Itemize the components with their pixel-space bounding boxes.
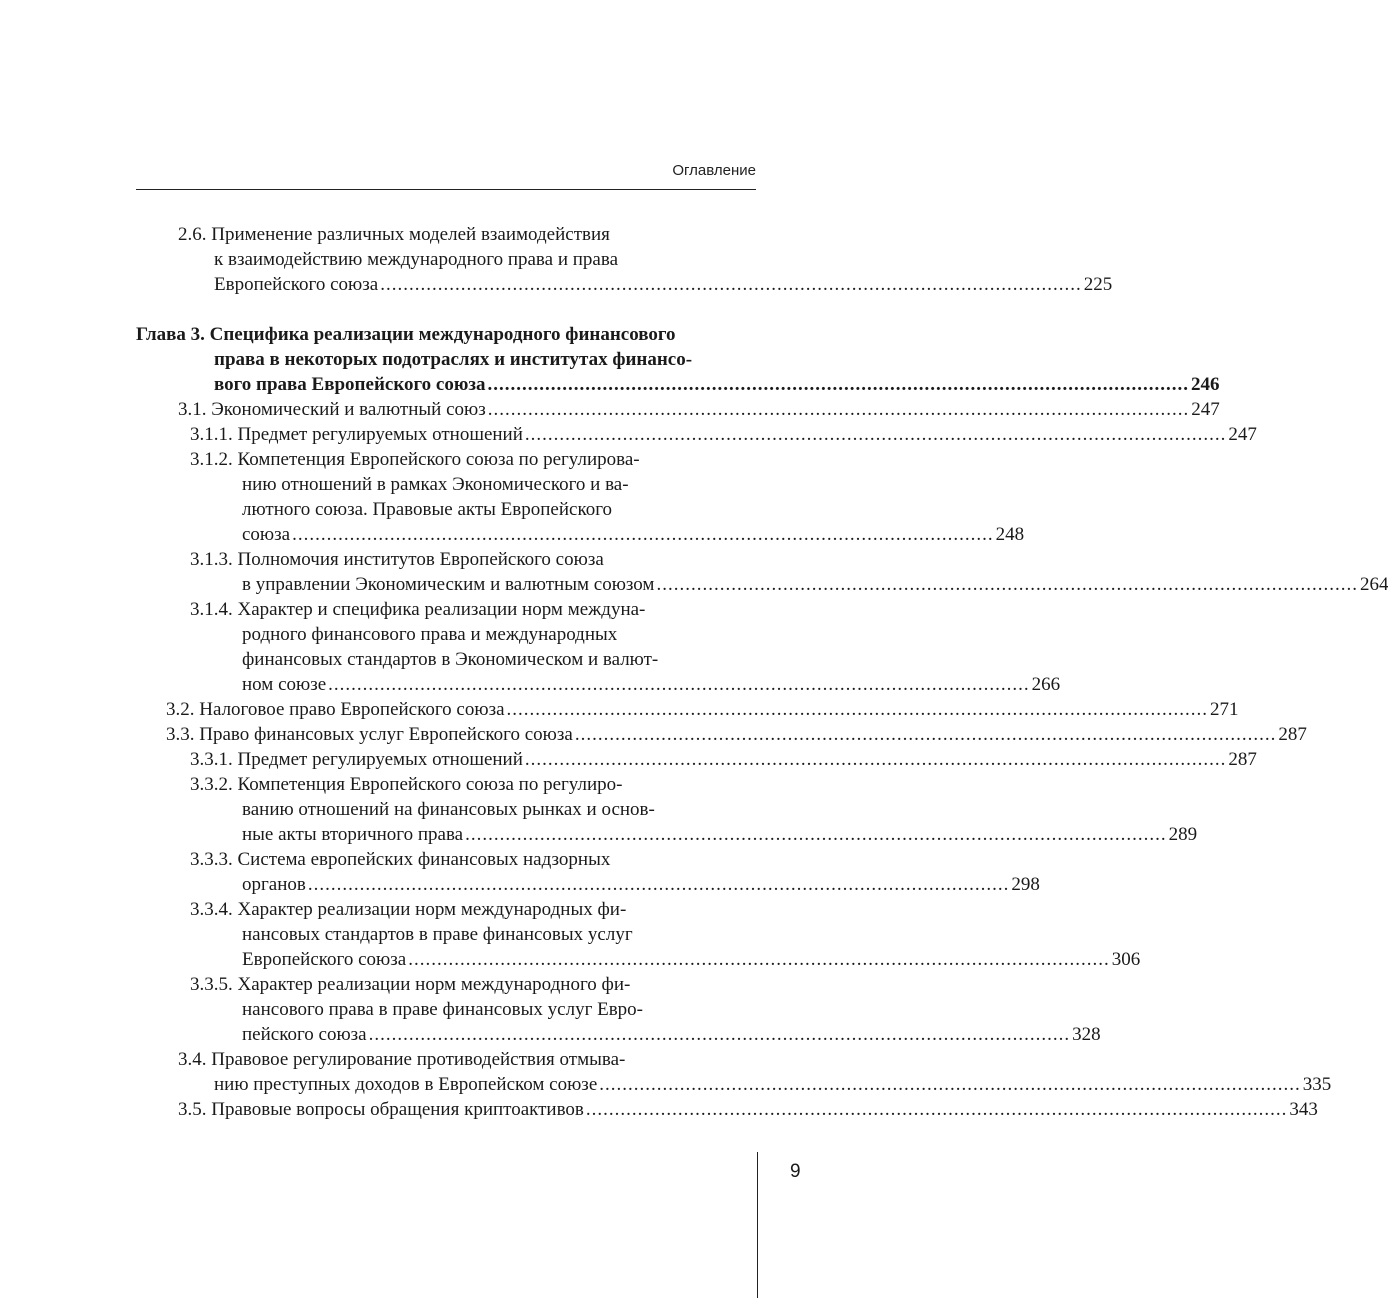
toc-entry-text: вого права Европейского союза	[214, 374, 486, 395]
toc-entry-text: ные акты вторичного права	[242, 824, 464, 845]
dot-leader: ..........................................................................................................................	[465, 824, 1167, 845]
toc-page-number: 335	[1302, 1074, 1332, 1095]
toc-entry-3-5[interactable]	[178, 1097, 1318, 1122]
dot-leader: ..........................................................................................................................	[307, 874, 1010, 895]
toc-entry-3-3-2-line-3[interactable]	[242, 822, 1198, 847]
dot-leader: ..........................................................................................................................	[380, 274, 1082, 295]
toc-chapter-3-line-3[interactable]	[214, 372, 1220, 397]
toc-entry-3-3-4-line-1: 3.3.4. Характер реализации норм международных фи-	[190, 899, 627, 920]
toc-entry-2-6-line-1: 2.6. Применение различных моделей взаимодействия	[178, 224, 610, 245]
toc-entry-text: нию преступных доходов в Европейском союзе	[214, 1074, 598, 1095]
toc-entry-3-3-5-line-1: 3.3.5. Характер реализации норм международного фи-	[190, 974, 631, 995]
toc-page-number: 287	[1278, 724, 1307, 745]
toc-entry-3-1-4-line-1: 3.1.4. Характер и специфика реализации норм междуна-	[190, 599, 646, 620]
toc-entry-text: ном союзе	[242, 674, 327, 695]
toc-page-number: 247	[1228, 424, 1257, 445]
toc-entry-text: 3.3. Право финансовых услуг Европейского союза	[166, 724, 573, 745]
toc-entry-2-6-line-2: к взаимодействию международного права и права	[214, 249, 619, 270]
toc-entry-text: в управлении Экономическим и валютным союзом	[242, 574, 655, 595]
toc-page-number: 246	[1191, 374, 1220, 395]
toc-entry-text: 3.3.1. Предмет регулируемых отношений	[190, 749, 523, 770]
toc-entry-text: 3.5. Правовые вопросы обращения криптоактивов	[178, 1099, 584, 1120]
toc-entry-text: 3.1.1. Предмет регулируемых отношений	[190, 424, 523, 445]
dot-leader: ..........................................................................................................................	[408, 949, 1110, 970]
toc-entry-3-3-2-line-1: 3.3.2. Компетенция Европейского союза по регулиро-	[190, 774, 623, 795]
toc-page-number: 225	[1083, 274, 1113, 295]
dot-leader: ..........................................................................................................................	[487, 374, 1190, 395]
toc-entry-3-1-2-line-4[interactable]	[242, 522, 1025, 547]
toc-entry-2-6-line-3[interactable]	[214, 272, 1113, 297]
toc-entry-3-3-5-line-2: нансового права в праве финансовых услуг Евро-	[242, 999, 644, 1020]
toc-page-number: 328	[1072, 1024, 1101, 1045]
toc-entry-3-1-4-line-2: родного финансового права и международных	[242, 624, 618, 645]
page-number: 9	[790, 1161, 801, 1182]
toc-entry-text: Европейского союза	[242, 949, 407, 970]
toc-entry-text: Европейского союза	[214, 274, 379, 295]
toc-entry-3-3-3-line-2[interactable]	[242, 872, 1040, 897]
dot-leader: ..........................................................................................................................	[506, 699, 1209, 720]
page-number-divider	[757, 1152, 758, 1298]
toc-entry-3-3-4-line-3[interactable]	[242, 947, 1141, 972]
toc-page-number: 289	[1168, 824, 1198, 845]
running-title: Оглавление	[672, 162, 756, 179]
toc-entry-3-1-2-line-3: лютного союза. Правовые акты Европейского	[242, 499, 613, 520]
toc-entry-3-3[interactable]	[166, 722, 1307, 747]
toc-page-number: 271	[1210, 699, 1239, 720]
toc-entry-text: союза	[242, 524, 291, 545]
toc-page-number: 248	[995, 524, 1025, 545]
toc-entry-text: 3.1. Экономический и валютный союз	[178, 399, 486, 420]
dot-leader: ..........................................................................................................................	[292, 524, 994, 545]
dot-leader: ..........................................................................................................................	[524, 424, 1227, 445]
toc-entry-3-2[interactable]	[166, 697, 1239, 722]
toc-entry-3-1-4-line-4[interactable]	[242, 672, 1061, 697]
dot-leader: ..........................................................................................................................	[599, 1074, 1301, 1095]
toc-entry-3-3-2-line-2: ванию отношений на финансовых рынках и основ-	[242, 799, 655, 820]
toc-entry-3-3-3-line-1: 3.3.3. Система европейских финансовых надзорных	[190, 849, 611, 870]
toc-entry-3-3-5-line-3[interactable]	[242, 1022, 1101, 1047]
toc-entry-text: органов	[242, 874, 306, 895]
toc-entry-text: пейского союза	[242, 1024, 367, 1045]
toc-page-number: 306	[1111, 949, 1141, 970]
toc-entry-3-1-1[interactable]	[190, 422, 1257, 447]
dot-leader: ..........................................................................................................................	[328, 674, 1030, 695]
toc-chapter-3-line-1: Глава 3. Специфика реализации международного финансового	[136, 324, 676, 345]
dot-leader: ..........................................................................................................................	[524, 749, 1227, 770]
toc-entry-3-3-4-line-2: нансовых стандартов в праве финансовых услуг	[242, 924, 633, 945]
dot-leader: ..........................................................................................................................	[585, 1099, 1288, 1120]
dot-leader: ..........................................................................................................................	[487, 399, 1190, 420]
toc-entry-3-1-4-line-3: финансовых стандартов в Экономическом и валют-	[242, 649, 659, 670]
dot-leader: ..........................................................................................................................	[368, 1024, 1071, 1045]
toc-entry-3-1[interactable]	[178, 397, 1220, 422]
toc-entry-3-1-3-line-2[interactable]	[242, 572, 1388, 597]
toc-page-number: 247	[1191, 399, 1220, 420]
toc-page-number: 266	[1031, 674, 1061, 695]
toc-entry-3-1-3-line-1: 3.1.3. Полномочия институтов Европейского союза	[190, 549, 604, 570]
toc-page-number: 298	[1011, 874, 1040, 895]
toc-entry-3-1-2-line-1: 3.1.2. Компетенция Европейского союза по регулирова-	[190, 449, 640, 470]
toc-entry-3-4-line-2[interactable]	[214, 1072, 1332, 1097]
toc-entry-3-1-2-line-2: нию отношений в рамках Экономического и ва-	[242, 474, 629, 495]
dot-leader: ..........................................................................................................................	[574, 724, 1277, 745]
toc-page-number: 287	[1228, 749, 1257, 770]
toc-entry-3-3-1[interactable]	[190, 747, 1257, 772]
toc-entry-3-4-line-1: 3.4. Правовое регулирование противодействия отмыва-	[178, 1049, 626, 1070]
toc-entry-text: 3.2. Налоговое право Европейского союза	[166, 699, 505, 720]
toc-page-number: 343	[1289, 1099, 1318, 1120]
dot-leader: ..........................................................................................................................	[656, 574, 1358, 595]
toc-chapter-3-line-2: права в некоторых подотраслях и институтах финансо-	[214, 349, 693, 370]
toc-page-number: 264	[1359, 574, 1388, 595]
